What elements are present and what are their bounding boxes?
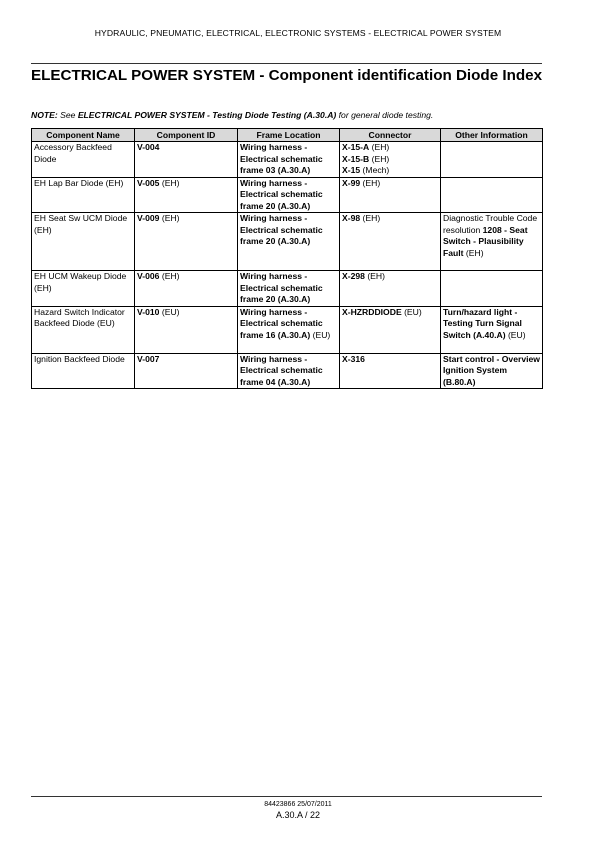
connector-code: X-15-B bbox=[342, 153, 370, 164]
connector-entry bbox=[342, 213, 438, 225]
frame-link[interactable]: Wiring harness - Electrical schematic frame 16 (A.30.A) bbox=[240, 306, 323, 340]
connector-entry bbox=[342, 142, 438, 154]
note-see: See bbox=[57, 110, 78, 120]
cell-other-information bbox=[441, 142, 543, 178]
cell-component-id bbox=[135, 213, 238, 271]
table-row bbox=[32, 306, 543, 353]
table-row bbox=[32, 271, 543, 307]
cell-other-information bbox=[441, 271, 543, 307]
component-id: V-007 bbox=[137, 353, 160, 364]
cell-component-id bbox=[135, 177, 238, 213]
component-id-suffix: (EH) bbox=[159, 271, 180, 281]
cell-frame-location bbox=[238, 177, 340, 213]
frame-link[interactable]: Wiring harness - Electrical schematic frame 04 (A.30.A) bbox=[240, 353, 323, 387]
frame-link[interactable]: Wiring harness - Electrical schematic frame 20 (A.30.A) bbox=[240, 213, 323, 246]
connector-note: (EH) bbox=[360, 177, 381, 188]
column-header-component-name: Component Name bbox=[32, 129, 135, 142]
component-id: V-006 bbox=[137, 271, 160, 281]
connector-entry bbox=[342, 178, 438, 190]
component-id: V-009 bbox=[137, 213, 160, 223]
info-link[interactable]: Start control - Overview Ignition System (B.80.A) bbox=[443, 353, 540, 387]
connector-code: X-HZRDDIODE bbox=[342, 306, 402, 317]
connector-entry bbox=[342, 271, 438, 283]
connector-code: X-15 bbox=[342, 165, 361, 175]
connector-code: X-316 bbox=[342, 353, 365, 364]
cell-other-information bbox=[441, 177, 543, 213]
column-header-connector: Connector bbox=[340, 129, 441, 142]
connector-code: X-98 bbox=[342, 213, 361, 223]
connector-code: X-298 bbox=[342, 271, 365, 281]
table-row bbox=[32, 353, 543, 389]
cell-component-name: EH Lap Bar Diode (EH) bbox=[32, 177, 135, 213]
cell-connector bbox=[340, 271, 441, 307]
connector-code: X-15-A bbox=[342, 142, 370, 152]
cell-connector bbox=[340, 306, 441, 353]
cell-frame-location bbox=[238, 142, 340, 178]
cell-connector bbox=[340, 177, 441, 213]
column-header-component-id: Component ID bbox=[135, 129, 238, 142]
component-id-suffix: (EH) bbox=[159, 213, 180, 223]
info-link[interactable]: 1208 - Seat Switch - Plausibility Fault bbox=[443, 224, 528, 258]
component-id: V-010 bbox=[137, 306, 160, 317]
component-id-suffix: (EU) bbox=[159, 306, 180, 317]
table-header-row bbox=[32, 129, 543, 142]
table-row bbox=[32, 142, 543, 178]
table-row bbox=[32, 177, 543, 213]
header-rule bbox=[31, 63, 542, 64]
table-row bbox=[32, 213, 543, 271]
info-link[interactable]: Turn/hazard light - Testing Turn Signal Switch (A.40.A) bbox=[443, 306, 522, 340]
cell-other-information bbox=[441, 353, 543, 389]
cell-other-information bbox=[441, 213, 543, 271]
cell-component-id bbox=[135, 306, 238, 353]
note-prefix: NOTE: bbox=[31, 110, 58, 120]
connector-entry bbox=[342, 154, 438, 166]
cell-component-name: Accessory Backfeed Diode bbox=[32, 142, 135, 178]
cell-component-name: Ignition Backfeed Diode bbox=[32, 353, 135, 389]
note-link[interactable]: ELECTRICAL POWER SYSTEM - Testing Diode Testing (A.30.A) bbox=[77, 110, 337, 120]
cell-component-name: EH UCM Wakeup Diode (EH) bbox=[32, 271, 135, 307]
connector-note: (EH) bbox=[360, 213, 381, 223]
frame-link[interactable]: Wiring harness - Electrical schematic frame 20 (A.30.A) bbox=[240, 271, 323, 304]
diode-index-table bbox=[31, 128, 543, 389]
connector-note: (EH) bbox=[369, 142, 390, 152]
frame-link[interactable]: Wiring harness - Electrical schematic frame 20 (A.30.A) bbox=[240, 177, 323, 211]
footer-document-number: 84423866 25/07/2011 bbox=[264, 801, 332, 808]
cell-component-id bbox=[135, 142, 238, 178]
connector-entry bbox=[342, 307, 438, 319]
cell-frame-location bbox=[238, 213, 340, 271]
connector-entry bbox=[342, 354, 438, 366]
info-text: Diagnostic Trouble Code resolution bbox=[443, 213, 538, 235]
note bbox=[31, 110, 551, 120]
cell-component-name: EH Seat Sw UCM Diode (EH) bbox=[32, 213, 135, 271]
footer-rule bbox=[31, 796, 542, 797]
info-tail: (EU) bbox=[505, 329, 526, 340]
info-tail: (EH) bbox=[463, 247, 484, 258]
connector-code: X-99 bbox=[342, 177, 361, 188]
component-id: V-005 bbox=[137, 177, 160, 188]
cell-component-id bbox=[135, 271, 238, 307]
cell-connector bbox=[340, 353, 441, 389]
cell-frame-location bbox=[238, 271, 340, 307]
component-id-suffix: (EH) bbox=[159, 177, 180, 188]
column-header-frame-location: Frame Location bbox=[238, 129, 340, 142]
column-header-other-information: Other Information bbox=[441, 129, 543, 142]
connector-note: (Mech) bbox=[360, 165, 390, 175]
component-id: V-004 bbox=[137, 142, 160, 152]
cell-component-id bbox=[135, 353, 238, 389]
running-header: HYDRAULIC, PNEUMATIC, ELECTRICAL, ELECTRONIC SYSTEMS - ELECTRICAL POWER SYSTEM bbox=[94, 28, 502, 38]
cell-other-information bbox=[441, 306, 543, 353]
connector-note: (EH) bbox=[369, 153, 390, 164]
footer-page-number: A.30.A / 22 bbox=[275, 810, 321, 820]
connector-entry bbox=[342, 165, 438, 177]
cell-component-name: Hazard Switch Indicator Backfeed Diode (EU) bbox=[32, 306, 135, 353]
connector-note: (EH) bbox=[364, 271, 385, 281]
connector-note: (EU) bbox=[401, 306, 422, 317]
page-title: ELECTRICAL POWER SYSTEM - Component identification Diode Index bbox=[31, 67, 543, 84]
cell-connector bbox=[340, 213, 441, 271]
cell-connector bbox=[340, 142, 441, 178]
frame-suffix: (EU) bbox=[310, 329, 331, 340]
frame-link[interactable]: Wiring harness - Electrical schematic frame 03 (A.30.A) bbox=[240, 142, 323, 175]
note-suffix: for general diode testing. bbox=[336, 110, 434, 120]
cell-frame-location bbox=[238, 306, 340, 353]
cell-frame-location bbox=[238, 353, 340, 389]
